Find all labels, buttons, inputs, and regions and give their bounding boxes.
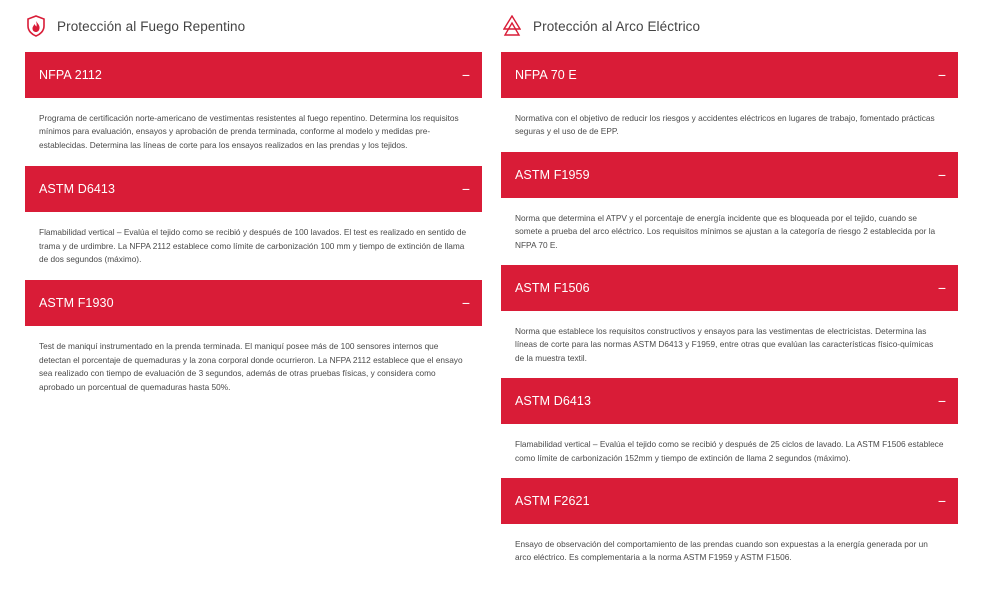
- accordion-label: ASTM D6413: [39, 182, 116, 197]
- accordion-item: [25, 280, 482, 408]
- accordion-content: Flamabilidad vertical – Evalúa el tejido como se recibió y después de 100 lavados. El test es realizado en sentido de trama y de urdimbre. La NFPA 2112 establece como límite de carbonización 100 mm y tiempo de extinción de llama de dos segundos (máximo).: [39, 227, 467, 265]
- fire-protection-header: [25, 0, 482, 52]
- fire-protection-column: [25, 0, 482, 408]
- accordion-header-nfpa-70e[interactable]: [501, 52, 958, 98]
- arc-protection-title: Protección al Arco Eléctrico: [533, 18, 701, 34]
- accordion-header-astm-f2621[interactable]: [501, 478, 958, 524]
- collapse-icon[interactable]: −: [937, 393, 946, 410]
- accordion-content: Programa de certificación norte-americano de vestimentas resistentes al fuego repentino. Determina los requisitos mínimos para evaluación, ensayos y aprobación de prenda terminada, conforme al modelo y medidas pre-establecidas. Determina las líneas de corte para los ensayos realizados en las prendas y los tejidos.: [39, 113, 459, 150]
- accordion-item: [501, 378, 958, 478]
- accordion-content: Norma que determina el ATPV y el porcentaje de energía incidente que es bloqueada por el tejido, cuando se somete a prueba del arco eléctrico. Los requisitos mínimos se ajustan a la categoría de riesgo 2 establecida por la NFPA 70 E.: [515, 212, 936, 250]
- accordion-label: ASTM D6413: [515, 394, 592, 409]
- accordion-label: ASTM F1506: [515, 281, 590, 296]
- collapse-icon[interactable]: −: [937, 493, 946, 510]
- accordion-content: Test de maniquí instrumentado en la prenda terminada. El maniquí posee más de 100 sensores internos que detectan el porcentaje de quemaduras y la zona corporal donde ocurrieron. La NFPA 2112 establece que el ensayo sea realizado con tiempo de evaluación de 3 segundos, además de otras pruebas físicas, y considera como aprobado un porcentual de quemaduras hasta 50%.: [39, 341, 463, 392]
- collapse-icon[interactable]: −: [461, 181, 470, 198]
- flame-shield-icon: [25, 15, 47, 37]
- accordion-header-nfpa-2112[interactable]: [25, 52, 482, 98]
- accordion-item: [25, 52, 482, 166]
- accordion-label: ASTM F1930: [39, 296, 114, 311]
- electric-arc-icon: [501, 15, 523, 37]
- accordion-label: ASTM F1959: [515, 167, 590, 182]
- collapse-icon[interactable]: −: [937, 67, 946, 83]
- accordion-content: Normativa con el objetivo de reducir los riesgos y accidentes eléctricos en lugares de trabajo, fomentado prácticas seguras y el uso de de EPP.: [515, 113, 935, 137]
- accordion-header-astm-f1930[interactable]: [25, 280, 482, 326]
- accordion-item: [501, 265, 958, 378]
- accordion-header-astm-d6413[interactable]: [501, 378, 958, 424]
- arc-protection-header: [501, 0, 958, 52]
- accordion-header-astm-d6413[interactable]: [25, 166, 482, 212]
- accordion-item: [501, 52, 958, 152]
- accordion-item: [501, 478, 958, 578]
- accordion-header-astm-f1506[interactable]: [501, 265, 958, 311]
- collapse-icon[interactable]: −: [937, 280, 946, 297]
- accordion-item: [25, 166, 482, 280]
- accordion-content: Norma que establece los requisitos constructivos y ensayos para las vestimentas de electricistas. Determina las líneas de corte para las normas ASTM D6413 y F1959, entre otras que evalúan las características físico-químicas de la muestra textil.: [515, 326, 934, 363]
- accordion-item: [501, 152, 958, 265]
- accordion-label: ASTM F2621: [515, 494, 590, 509]
- accordion-header-astm-f1959[interactable]: [501, 152, 958, 198]
- arc-protection-column: [501, 0, 958, 578]
- collapse-icon[interactable]: −: [937, 166, 946, 183]
- accordion-content: Flamabilidad vertical – Evalúa el tejido como se recibió y después de 25 ciclos de lavado. La ASTM F1506 establece como límite de carbonización 152mm y tiempo de extinción de llama 2 segundos (máximo).: [515, 439, 944, 463]
- fire-protection-title: Protección al Fuego Repentino: [57, 18, 246, 34]
- accordion-label: NFPA 2112: [39, 68, 102, 82]
- collapse-icon[interactable]: −: [461, 67, 470, 83]
- accordion-content: Ensayo de observación del comportamiento de las prendas cuando son expuestas a la energía generada por un arco eléctrico. Es complementaria a la norma ASTM F1959 y ASTM F1506.: [515, 539, 928, 563]
- collapse-icon[interactable]: −: [461, 295, 470, 312]
- accordion-label: NFPA 70 E: [515, 68, 577, 82]
